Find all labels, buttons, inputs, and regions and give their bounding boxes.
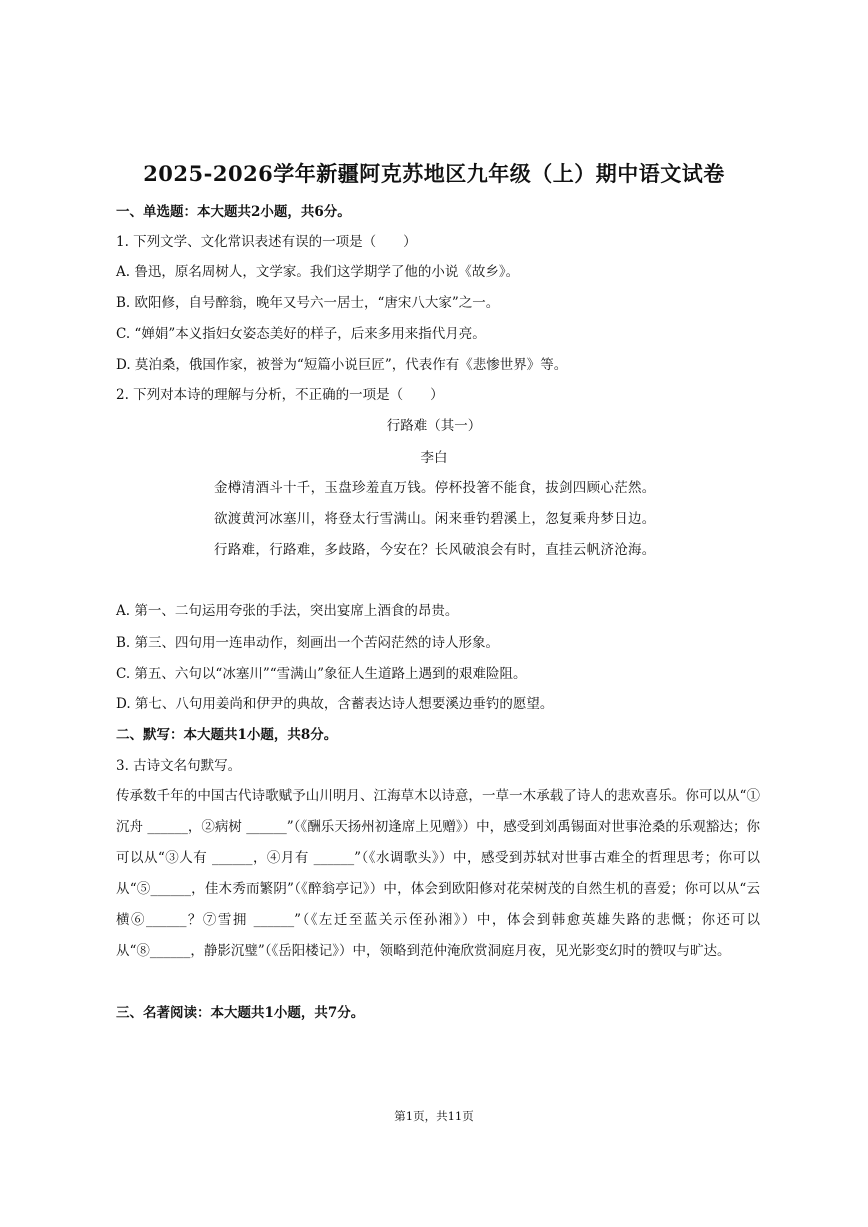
section2-heading: 二、默写：本大题共1小题，共8分。 xyxy=(116,727,338,743)
q2-stem: 2. 下列对本诗的理解与分析，不正确的一项是（ ） xyxy=(116,387,444,403)
q1-option-a: A. 鲁迅，原名周树人，文学家。我们这学期学了他的小说《故乡》。 xyxy=(116,264,520,280)
q1-option-c: C. “婵娟”本义指妇女姿态美好的样子，后来多用来指代月亮。 xyxy=(116,326,486,342)
q2-option-b: B. 第三、四句用一连串动作，刻画出一个苦闷茫然的诗人形象。 xyxy=(116,635,500,651)
section1-heading: 一、单选题：本大题共2小题，共6分。 xyxy=(116,204,351,220)
q3-stem: 3. 古诗文名句默写。 xyxy=(116,758,242,774)
q3-body: 传承数千年的中国古代诗歌赋予山川明月、江海草木以诗意，一草一木承载了诗人的悲欢喜乐。你可以从“①沉舟 ______，②病树 ______”（《酬乐天扬州初逢席上见赠》）中，感受到刘禹锡面对世事沧桑的乐观豁达；你可以从“③人有 ______，④月有 ______”（《水调歌头》）中，感受到苏轼对世事古难全的哲理思考；你可以从“⑤______，佳木秀而繁阴”（《醉翁亭记》）中，体会到欧阳修对花荣树茂的自然生机的喜爱；你可以从“云横⑥______？⑦雪拥 ______”（《左迁至蓝关示侄孙湘》）中，体会到韩愈英雄失路的悲慨；你还可以从“⑧______，静影沉璧”（《岳阳楼记》）中，领略到范仲淹欣赏洞庭月夜，见光影变幻时的赞叹与旷达。 xyxy=(116,788,760,959)
page-footer: 第1页，共11页 xyxy=(394,1109,474,1123)
poem-line: 金樽清酒斗十千，玉盘珍羞直万钱。停杯投箸不能食，拔剑四顾心茫然。 xyxy=(214,480,656,496)
q1-stem: 1. 下列文学、文化常识表述有误的一项是（ ） xyxy=(116,234,417,250)
exam-title: 2025-2026学年新疆阿克苏地区九年级（上）期中语文试卷 xyxy=(143,161,725,186)
q2-option-a: A. 第一、二句运用夸张的手法，突出宴席上酒食的昂贵。 xyxy=(116,603,459,619)
poem-author: 李白 xyxy=(420,450,448,466)
q2-option-d: D. 第七、八句用姜尚和伊尹的典故，含蓄表达诗人想要溪边垂钓的愿望。 xyxy=(116,696,554,712)
poem-line: 欲渡黄河冰塞川，将登太行雪满山。闲来垂钓碧溪上，忽复乘舟梦日边。 xyxy=(214,511,656,527)
q1-option-d: D. 莫泊桑，俄国作家，被誉为“短篇小说巨匠”，代表作有《悲惨世界》等。 xyxy=(116,357,568,373)
poem-line: 行路难，行路难，多歧路，今安在？长风破浪会有时，直挂云帆济沧海。 xyxy=(214,542,656,558)
poem-title: 行路难（其一） xyxy=(386,418,482,434)
q1-option-b: B. 欧阳修，自号醉翁，晚年又号六一居士，“唐宋八大家”之一。 xyxy=(116,295,500,311)
q2-option-c: C. 第五、六句以“冰塞川”“雪满山”象征人生道路上遇到的艰难险阻。 xyxy=(116,666,527,682)
section3-heading: 三、名著阅读：本大题共1小题，共7分。 xyxy=(116,1005,365,1021)
